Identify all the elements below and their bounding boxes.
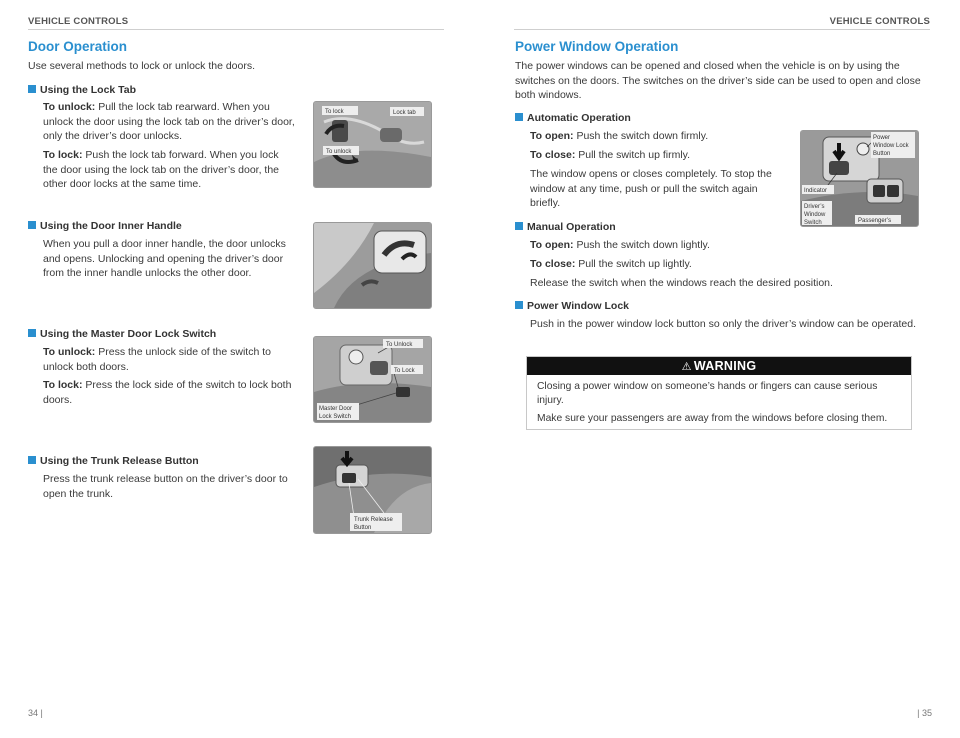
passengers-switch-label: Passenger’s <box>858 218 892 224</box>
section-bullet-icon <box>28 456 36 464</box>
inner-handle-text: When you pull a door inner handle, the door unlocks and opens. Unlocking and opening the driver’s door from the inner handle unlocks the other door. <box>43 238 286 279</box>
inner-handle-illustration <box>313 222 432 309</box>
power-window-intro: The power windows can be opened and closed when the vehicle is on by using the switches on the doors. The switches on the driver’s side can be used to open and close both windows. <box>515 60 921 101</box>
to-unlock-switch-label: To Unlock <box>386 342 413 348</box>
manual-operation-heading: Manual Operation <box>515 220 616 234</box>
master-switch-illustration <box>313 336 432 423</box>
section-bullet-icon <box>515 113 523 121</box>
warning-box <box>526 356 912 430</box>
lock-tab-illustration <box>313 101 432 188</box>
section-bullet-icon <box>28 221 36 229</box>
power-window-lock-button-label-3: Button <box>873 151 891 157</box>
master-switch-label-line2: Lock Switch <box>319 414 352 420</box>
running-header-left: VEHICLE CONTROLS <box>28 16 129 27</box>
master-switch-heading: Using the Master Door Lock Switch <box>28 327 216 341</box>
section-bullet-icon <box>515 301 523 309</box>
trunk-release-label-line1: Trunk Release <box>354 517 393 523</box>
manual-open-text: To open: Push the switch down lightly. <box>530 239 710 251</box>
warning-text-1: Closing a power window on someone’s hands or fingers can cause serious injury. <box>537 381 878 406</box>
header-divider-right <box>514 29 930 30</box>
inner-handle-heading: Using the Door Inner Handle <box>28 219 182 233</box>
automatic-operation-heading: Automatic Operation <box>515 111 631 125</box>
to-lock-label: To lock <box>325 109 344 115</box>
door-operation-intro: Use several methods to lock or unlock the doors. <box>28 60 256 72</box>
master-switch-lock-text: To lock: Press the lock side of the switch to lock both doors. <box>43 379 292 406</box>
manual-description: Release the switch when the windows reach the desired position. <box>530 277 833 289</box>
drivers-window-switch-label-3: Switch <box>804 220 822 226</box>
section-bullet-icon <box>515 222 523 230</box>
trunk-release-illustration <box>313 446 432 534</box>
trunk-release-label-line2: Button <box>354 525 372 531</box>
page-number-left: 34 | <box>28 708 43 718</box>
trunk-release-text: Press the trunk release button on the driver’s door to open the trunk. <box>43 473 288 500</box>
lock-tab-heading: Using the Lock Tab <box>28 83 136 97</box>
power-window-lock-text: Push in the power window lock button so only the driver’s window can be operated. <box>530 318 917 330</box>
lock-tab-lock-text: To lock: Push the lock tab forward. When you lock the door using the lock tab on the driver’s door, the other door locks at the same time. <box>43 149 280 190</box>
power-window-lock-button-label-1: Power <box>873 135 891 141</box>
master-switch-unlock-text: To unlock: Press the unlock side of the switch to unlock both doors. <box>43 346 271 373</box>
header-divider-left <box>28 29 444 30</box>
power-window-title: Power Window Operation <box>515 39 679 54</box>
automatic-close-text: To close: Pull the switch up firmly. <box>530 149 691 161</box>
door-operation-title: Door Operation <box>28 39 128 54</box>
section-bullet-icon <box>28 85 36 93</box>
drivers-window-switch-label-1: Driver’s <box>804 204 825 210</box>
to-lock-switch-label: To Lock <box>394 368 415 374</box>
drivers-window-switch-label-2: Window <box>804 212 826 218</box>
master-switch-label-line1: Master Door <box>319 406 353 412</box>
warning-text-2: Make sure your passengers are away from the windows before closing them. <box>537 413 888 424</box>
page-number-right: | 35 <box>917 708 932 718</box>
automatic-open-text: To open: Push the switch down firmly. <box>530 130 709 142</box>
running-header-right: VEHICLE CONTROLS <box>829 16 930 27</box>
warning-triangle-icon: ⚠ <box>681 361 692 373</box>
automatic-description: The window opens or closes completely. To stop the window at any time, push or pull the switch again briefly. <box>530 168 772 209</box>
lock-tab-unlock-text: To unlock: Pull the lock tab rearward. When you unlock the door using the lock tab on the driver’s door, only the driver’s door unlocks. <box>43 101 295 142</box>
power-window-switch-illustration <box>800 130 919 227</box>
power-window-lock-heading: Power Window Lock <box>515 299 629 313</box>
section-bullet-icon <box>28 329 36 337</box>
trunk-release-heading: Using the Trunk Release Button <box>28 454 199 468</box>
lock-tab-label: Lock tab <box>393 110 416 116</box>
to-unlock-label: To unlock <box>326 149 352 155</box>
warning-header: ⚠ WARNING <box>527 357 911 375</box>
manual-close-text: To close: Pull the switch up lightly. <box>530 258 692 270</box>
indicator-label: Indicator <box>804 188 828 194</box>
power-window-lock-button-label-2: Window Lock <box>873 143 909 149</box>
